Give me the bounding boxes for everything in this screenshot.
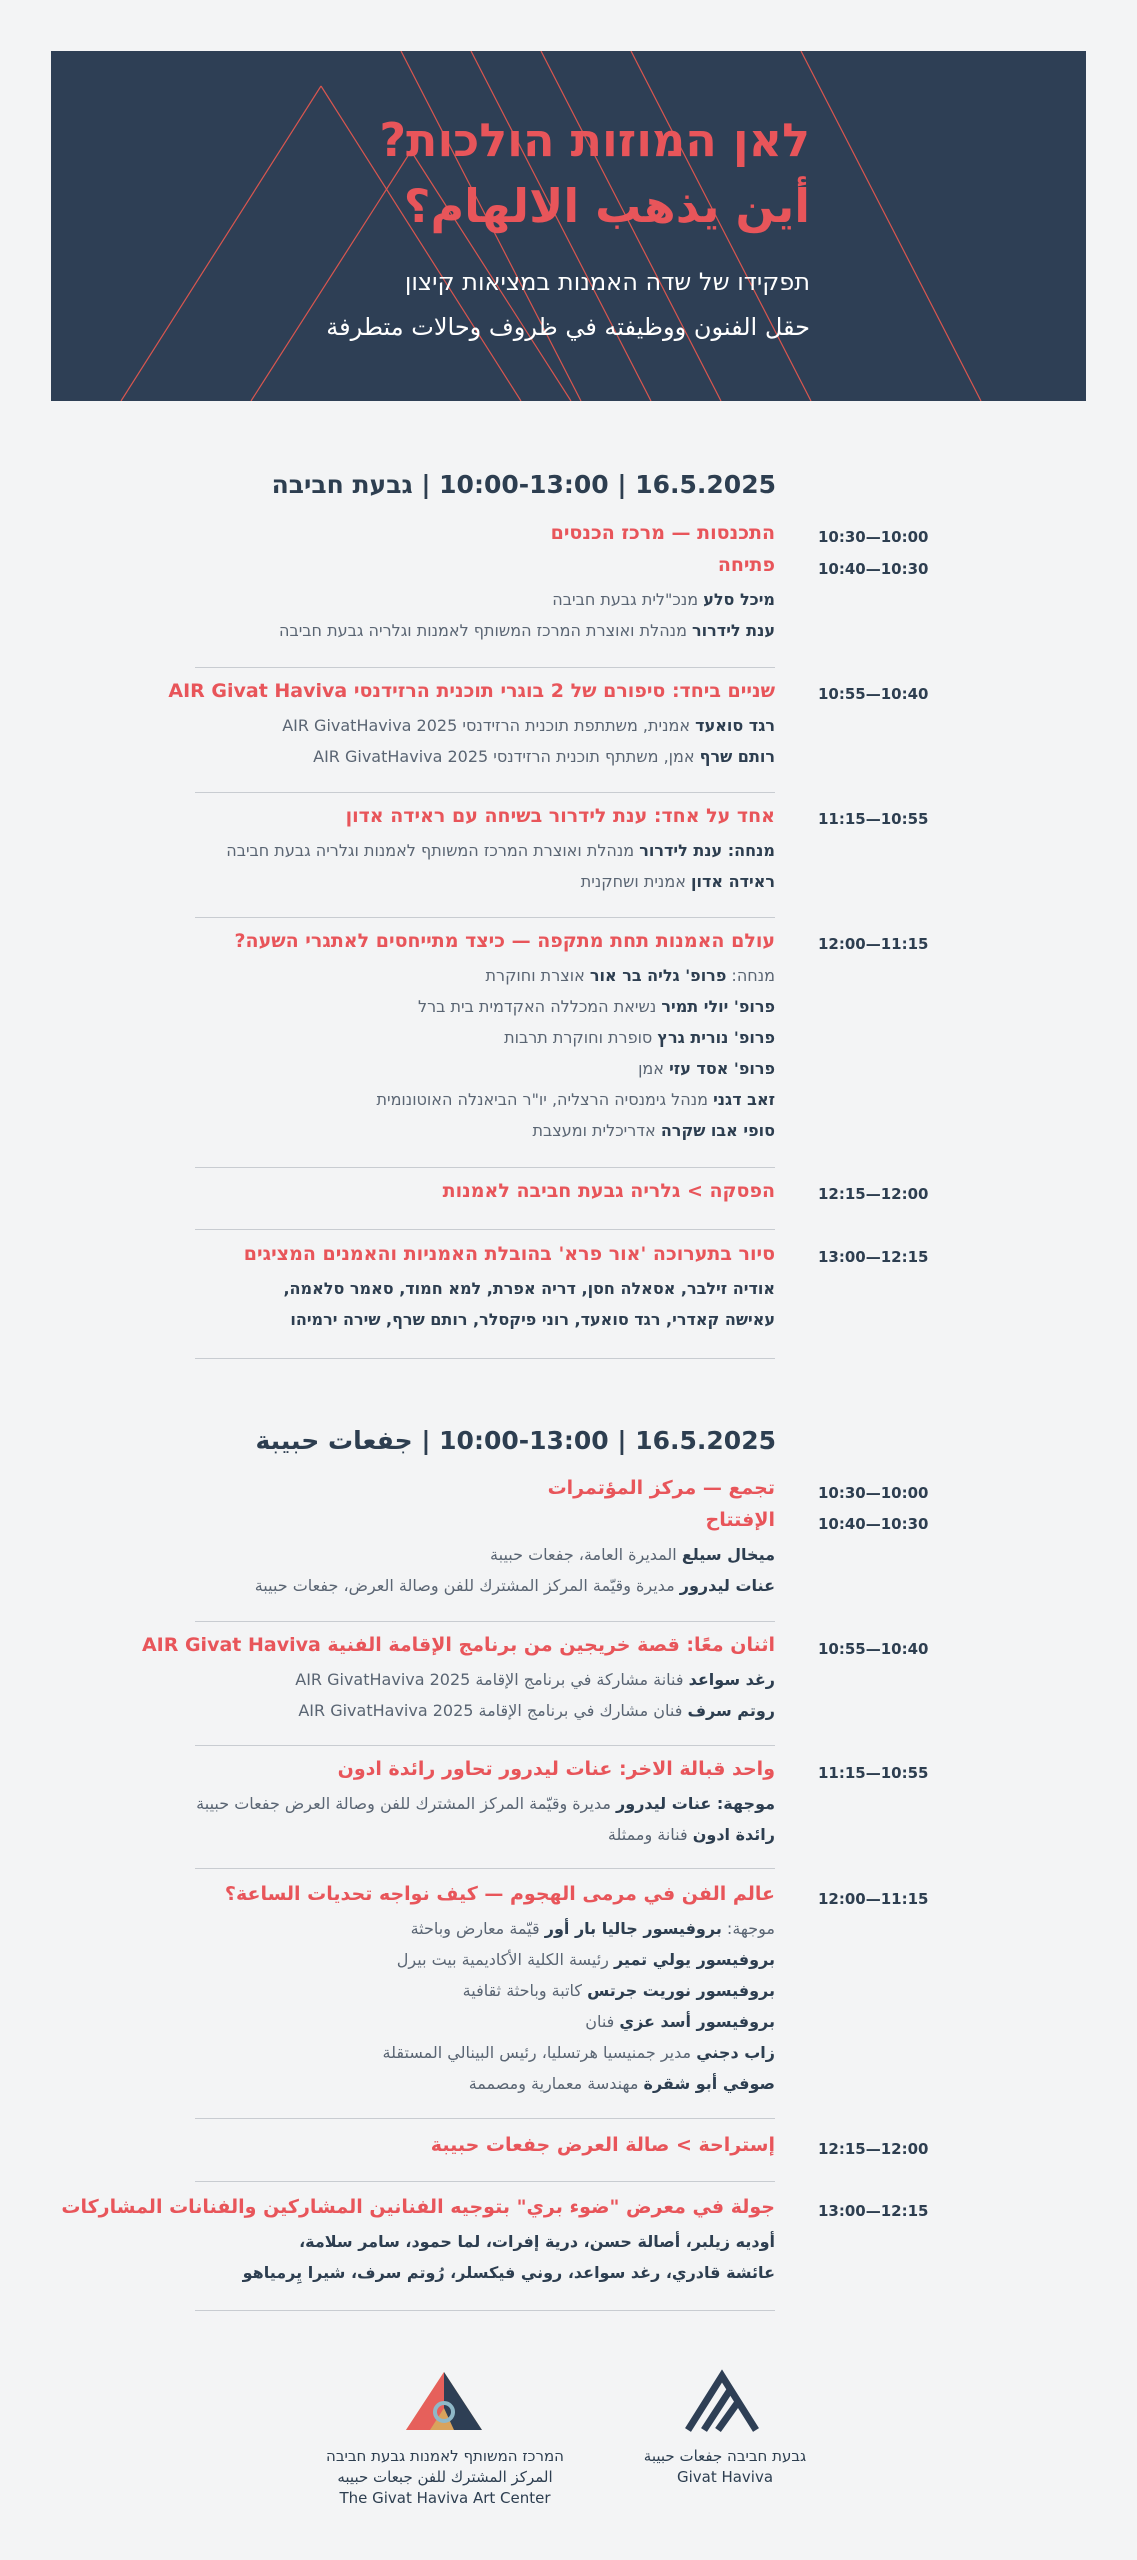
time-slot: 12:00—11:15: [818, 935, 929, 953]
schedule-header-hebrew: 16.5.2025 | 10:00-13:00 | גבעת חביבה: [271, 470, 776, 499]
agenda-item-panel-ar: [195, 1883, 775, 2113]
speaker-line: מנחה: פרופ' גליה בר אור אוצרת וחוקרת: [485, 966, 775, 985]
divider: [195, 1167, 775, 1168]
artists-line: עאישה קאדרי, רגד סואעד, רוני פיקסלר, רותם שרף, שירה ירמיהו: [290, 1310, 775, 1329]
divider: [195, 2118, 775, 2119]
agenda-title: הפסקה > גלריה גבעת חביבה לאמנות: [442, 1180, 775, 1202]
speaker-line: פרופ' יולי תמיר נשיאת המכללה האקדמית בית ברל: [418, 997, 775, 1016]
agenda-title: عالم الفن في مرمى الهجوم — كيف نواجه تحديات الساعة؟: [224, 1883, 775, 1905]
speaker-line: זאב דגני מנהל גימנסיה הרצליה, יו"ר הביאנלה האוטונומית: [376, 1090, 775, 1109]
speaker-line: رغد سواعد فنانة مشاركة في برنامج الإقامة AIR GivatHaviva 2025: [295, 1670, 775, 1689]
time-slot: 10:40—10:30: [818, 560, 929, 578]
agenda-item-one-on-one-he: [195, 805, 775, 905]
time-slot: 10:30—10:00: [818, 528, 929, 546]
time-slot: 10:40—10:30: [818, 1515, 929, 1533]
speaker-line: מנחה: ענת לידרור מנהלת ואוצרת המרכז המשותף לאמנות וגלריה גבעת חביבה: [226, 841, 775, 860]
speaker-line: ميخال سيلع المديرة العامة، جفعات حبيبة: [490, 1545, 775, 1564]
speaker-line: بروفيسور أسد عزي فنان: [585, 2012, 775, 2031]
agenda-title: עולם האמנות תחת מתקפה — כיצד מתייחסים לאתגרי השעה?: [234, 930, 775, 952]
speaker-line: פרופ' נורית גרץ סופרת וחוקרת תרבות: [504, 1028, 775, 1047]
time-slot: 12:15—12:00: [818, 2140, 929, 2158]
agenda-title: פתיחה: [717, 554, 775, 576]
caption-english: The Givat Haviva Art Center: [339, 2489, 551, 2507]
time-slot: 12:00—11:15: [818, 1890, 929, 1908]
speaker-line: موجهة: عنات ليدرور مديرة وقيّمة المركز المشترك للفن وصالة العرض جفعات حبيبة: [196, 1794, 775, 1813]
agenda-title: שניים ביחד: סיפורם של 2 בוגרי תוכנית הרזידנסי AIR Givat Haviva: [168, 680, 775, 702]
artists-line: عائشة قادري، رغد سواعد، روني فيكسلر، رُوتم سرف، شيرا يِرمياهو: [242, 2263, 775, 2282]
agenda-title: الإفتتاح: [705, 1509, 775, 1531]
speaker-line: ענת לידרור מנהלת ואוצרת המרכז המשותף לאמנות וגלריה גבעת חביבה: [279, 621, 775, 640]
agenda-title: جولة في معرض "ضوء بري" بتوجيه الفنانين المشاركين والفنانات المشاركات: [61, 2196, 775, 2218]
agenda-item-one-on-one-ar: [195, 1758, 775, 1858]
hero-title-hebrew: לאן המוזות הולכות?: [379, 113, 810, 167]
time-slot: 13:00—12:15: [818, 1248, 929, 1266]
givat-haviva-logo-icon: [682, 2368, 762, 2434]
speaker-line: רגד סואעד אמנית, משתתפת תוכנית הרזידנסי AIR GivatHaviva 2025: [282, 716, 775, 735]
agenda-title: סיור בתערוכה 'אור פרא' בהובלת האמניות והאמנים המציגים: [243, 1243, 775, 1265]
caption-names: גבעת חביבה جفعات حبيبة: [643, 2447, 807, 2465]
speaker-line: صوفي أبو شقرة مهندسة معمارية ومصممة: [468, 2074, 775, 2093]
speaker-line: بروفيسور يولي تمير رئيسة الكلية الأكاديمية بيت بيرل: [396, 1950, 775, 1969]
speaker-line: רותם שרף אמן, משתתף תוכנית הרזידנסי AIR GivatHaviva 2025: [313, 747, 775, 766]
divider: [195, 1358, 775, 1359]
divider: [195, 917, 775, 918]
agenda-title: اثنان معًا: قصة خريجين من برنامج الإقامة الفنية AIR Givat Haviva: [141, 1634, 775, 1656]
time-slot: 13:00—12:15: [818, 2202, 929, 2220]
agenda-title: تجمع — مركز المؤتمرات: [547, 1477, 775, 1499]
speaker-line: פרופ' אסד עזי אמן: [638, 1059, 775, 1078]
divider: [195, 792, 775, 793]
divider: [195, 1745, 775, 1746]
speaker-line: موجهة: بروفيسور جاليا بار أور قيّمة معارض وباحثة: [410, 1919, 775, 1938]
agenda-item-opening-ar: [195, 1477, 775, 1607]
art-center-caption: [290, 2446, 600, 2509]
givat-haviva-caption: [610, 2446, 840, 2488]
divider: [195, 2310, 775, 2311]
agenda-item-opening-he: [195, 522, 775, 652]
schedule-header-arabic: 16.5.2025 | 10:00-13:00 | جفعات حبيبة: [255, 1426, 776, 1455]
agenda-item-together-ar: [141, 1634, 775, 1734]
agenda-item-break-he: [195, 1180, 775, 1210]
art-center-logo-icon: [402, 2368, 486, 2434]
artists-line: أوديه زيلبر، أصالة حسن، درية إفرات، لما حمود، سامر سلامة،: [299, 2232, 775, 2251]
speaker-line: סופי אבו שקרה אדריכלית ומעצבת: [532, 1121, 775, 1140]
speaker-line: מיכל סלע מנכ"לית גבעת חביבה: [552, 590, 775, 609]
divider: [195, 667, 775, 668]
speaker-line: روتم سرف فنان مشارك في برنامج الإقامة AIR GivatHaviva 2025: [298, 1701, 775, 1720]
hero-subtitle-arabic: حقل الفنون ووظيفته في ظروف وحالات متطرفة: [326, 313, 810, 341]
agenda-title: إستراحة > صالة العرض جفعات حبيبة: [430, 2134, 775, 2156]
agenda-item-together-he: [168, 680, 775, 780]
hero-subtitle-hebrew: תפקידו של שדה האמנות במציאות קיצון: [404, 268, 810, 296]
speaker-line: ראידה אדון אמנית ושחקנית: [580, 872, 775, 891]
divider: [195, 2181, 775, 2182]
divider: [195, 1868, 775, 1869]
speaker-line: رائدة ادون فنانة وممثلة: [607, 1825, 775, 1844]
time-slot: 11:15—10:55: [818, 810, 929, 828]
speaker-line: عنات ليدرور مديرة وقيّمة المركز المشترك للفن وصالة العرض، جفعات حبيبة: [254, 1576, 775, 1595]
caption-hebrew: המרכז המשותף לאמנות גבעת חביבה: [326, 2447, 564, 2465]
speaker-line: زاب دجني مدير جمنيسيا هرتسليا، رئيس البينالي المستقلة: [382, 2043, 775, 2062]
time-slot: 10:55—10:40: [818, 685, 929, 703]
divider: [195, 1229, 775, 1230]
time-slot: 10:55—10:40: [818, 1640, 929, 1658]
caption-arabic: المركز المشترك للفن جبعات حبيبه: [337, 2468, 553, 2486]
artists-line: אודיה זילבר, אסאלה חסן, דריה אפרת, למא חמוד, סאמר סלאמה,: [283, 1279, 775, 1298]
agenda-item-tour-he: [195, 1243, 775, 1343]
agenda-item-panel-he: [195, 930, 775, 1160]
agenda-title: אחד על אחד: ענת לידרור בשיחה עם ראידה אדון: [345, 805, 775, 827]
divider: [195, 1621, 775, 1622]
time-slot: 12:15—12:00: [818, 1185, 929, 1203]
caption-english: Givat Haviva: [676, 2468, 774, 2486]
time-slot: 11:15—10:55: [818, 1764, 929, 1782]
speaker-line: بروفيسور نوريت جرتس كاتبة وباحثة ثقافية: [462, 1981, 775, 2000]
agenda-title: התכנסות — מרכז הכנסים: [550, 522, 775, 544]
hero-title-arabic: أين يذهب الالهام؟: [403, 179, 810, 233]
hero-banner: [51, 51, 1086, 401]
agenda-item-break-ar: [195, 2134, 775, 2164]
agenda-title: واحد قبالة الاخر: عنات ليدرور تحاور رائدة ادون: [337, 1758, 775, 1780]
agenda-item-tour-ar: [61, 2196, 775, 2296]
time-slot: 10:30—10:00: [818, 1484, 929, 1502]
